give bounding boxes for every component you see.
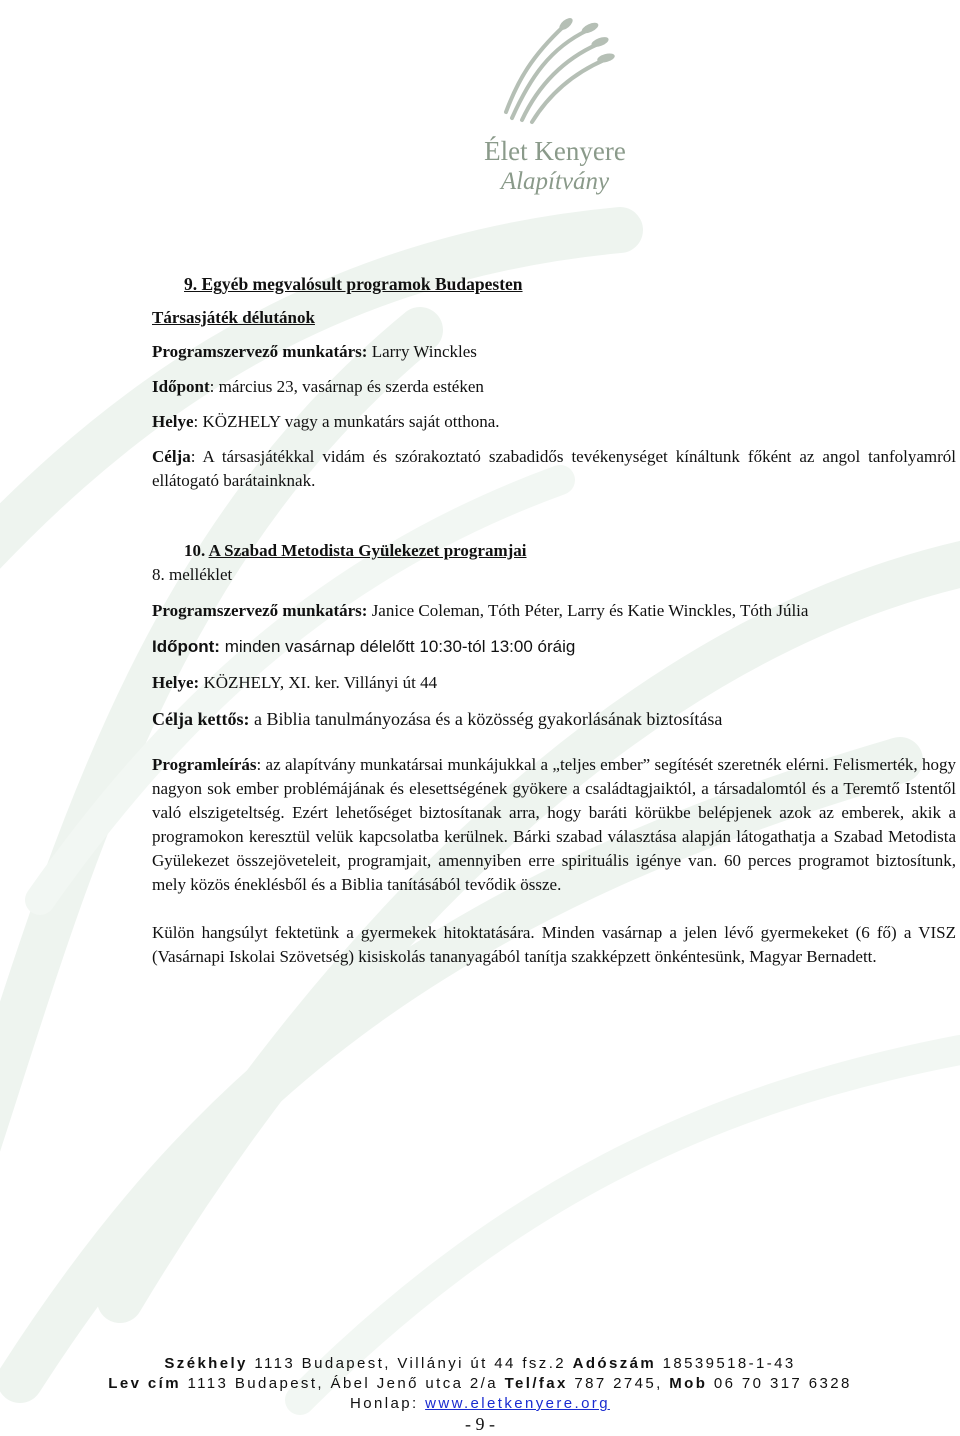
- tax-label: Adószám: [572, 1355, 657, 1372]
- place-value: KÖZHELY, XI. ker. Villányi út 44: [199, 673, 438, 692]
- website-link[interactable]: www.eletkenyere.org: [425, 1395, 610, 1412]
- time-label: Időpont: [152, 377, 210, 396]
- organizer-value: Larry Winckles: [367, 342, 477, 361]
- section-10-goal: [152, 707, 956, 731]
- section-9-subtitle: Társasjáték délutánok: [152, 308, 315, 327]
- place-label: Helye: [152, 412, 194, 431]
- mail-label: Lev cím: [108, 1375, 181, 1392]
- section-9-heading: 9. Egyéb megvalósult programok Budapesten: [184, 274, 523, 294]
- section-9-place: [152, 410, 956, 434]
- mail-value: 1113 Budapest, Ábel Jenő utca 2/a: [180, 1375, 505, 1392]
- seat-value: 1113 Budapest, Villányi út 44 fsz.2: [247, 1355, 573, 1372]
- footer-line-seat: [0, 1354, 960, 1374]
- time-value: : március 23, vasárnap és szerda estéken: [209, 377, 484, 396]
- description-value: : az alapítvány munkatársai munkájukkal a „teljes ember” segítését szeretnék elérni. Felismerték, hogy nagyon sok ember problémájának és elesettségének gyökere a családtagjaiktól, a társadalomtól és a Teremtő Istentől való elszigeteltség. Ezért lehetőséget biztosítanak arra, hogy baráti körükbe belépjenek azok az emberek, akik a programokon keresztül velük kapcsolatba kerülnek. Bárki szabad választása alapján látogathatja a Szabad Metodista Gyülekezet összejöveteleit, programjait, amennyiben erre spirituális igénye van. 60 perces programot biztosítunk, mely közös éneklésből és a Biblia tanításából tevődik össze.: [152, 755, 956, 894]
- web-label: Honlap:: [350, 1395, 426, 1412]
- place-label: Helye:: [152, 673, 200, 692]
- description-label: Programleírás: [152, 755, 257, 774]
- organizer-label: Programszervező munkatárs:: [152, 601, 368, 620]
- section-10-title: A Szabad Metodista Gyülekezet programjai: [208, 541, 527, 560]
- place-value: : KÖZHELY vagy a munkatárs saját otthona.: [193, 412, 500, 431]
- mob-value: 06 70 317 6328: [707, 1375, 852, 1392]
- logo-title: Élet Kenyere: [484, 136, 626, 166]
- document-body: [152, 272, 956, 969]
- goal-label: Célja kettős:: [152, 709, 250, 729]
- section-10-organizer: [152, 599, 956, 623]
- organizer-label: Programszervező munkatárs:: [152, 342, 368, 361]
- goal-value: a Biblia tanulmányozása és a közösség gyakorlásának biztosítása: [249, 709, 723, 729]
- children-paragraph: Külön hangsúlyt fektetünk a gyermekek hitoktatására. Minden vasárnap a jelen lévő gyermekeket (6 fő) a VISZ (Vasárnapi Iskolai Szövetség) kisiskolás tananyagából tanítja szakképzett önkéntesünk, Magyar Bernadett.: [152, 923, 956, 966]
- section-9-organizer: [152, 340, 956, 364]
- section-10-place: [152, 671, 956, 695]
- time-label: Időpont:: [152, 637, 220, 656]
- section-10-number: 10.: [184, 541, 206, 560]
- foundation-logo: [470, 8, 640, 208]
- seat-label: Székhely: [164, 1355, 248, 1372]
- section-9-goal: [152, 445, 956, 493]
- time-value: minden vasárnap délelőtt 10:30-tól 13:00 óráig: [219, 637, 576, 656]
- section-9-time: [152, 375, 956, 399]
- footer-line-web: [0, 1394, 960, 1414]
- wheat-logo-icon: [470, 8, 640, 136]
- goal-label: Célja: [152, 447, 191, 466]
- footer-line-mail: [0, 1374, 960, 1394]
- organizer-value: Janice Coleman, Tóth Péter, Larry és Katie Winckles, Tóth Júlia: [367, 601, 809, 620]
- section-10-heading: [184, 539, 956, 563]
- program-description: [152, 753, 956, 897]
- page-number: - 9 -: [465, 1414, 495, 1434]
- tax-value: 18539518-1-43: [656, 1355, 796, 1372]
- mob-label: Mob: [669, 1375, 708, 1392]
- tel-label: Tel/fax: [504, 1375, 568, 1392]
- logo-subtitle: Alapítvány: [500, 168, 610, 195]
- appendix-reference: 8. melléklet: [152, 565, 233, 584]
- goal-value: : A társasjátékkal vidám és szórakoztató szabadidős tevékenységet kínáltunk főként az angol tanfolyamról ellátogató barátainknak.: [152, 447, 956, 490]
- page-footer: [0, 1354, 960, 1414]
- tel-value: 787 2745,: [567, 1375, 670, 1392]
- section-10-time: [152, 635, 956, 659]
